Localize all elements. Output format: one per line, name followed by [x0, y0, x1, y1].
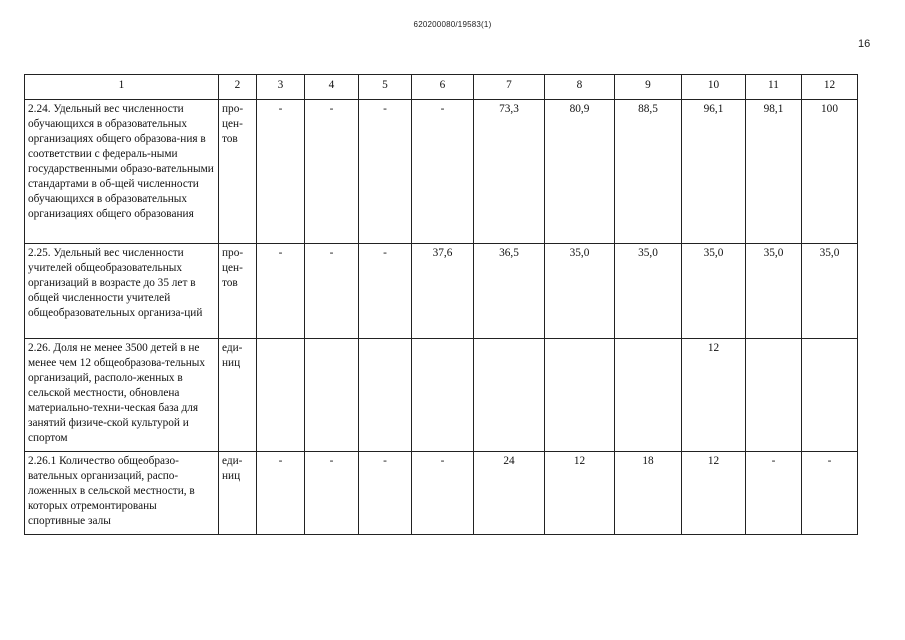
value-cell: 35,0 [615, 244, 682, 339]
unit-cell: еди-ниц [219, 339, 257, 452]
indicator-description: 2.25. Удельный вес численности учителей общеобразовательных организаций в возрасте до 35 лет в общей численности учителей общеобразовательных организа-ций [25, 244, 219, 339]
column-header: 9 [615, 75, 682, 100]
value-cell: 80,9 [545, 100, 615, 244]
value-cell: 35,0 [545, 244, 615, 339]
indicator-description: 2.24. Удельный вес численности обучающихся в образовательных организациях общего образова-ния в соответствии с федераль-ными государственными образо-вательными стандартами в об-щей численности обучающихся в образовательных организациях общего образования [25, 100, 219, 244]
value-cell: - [412, 100, 474, 244]
column-header: 5 [359, 75, 412, 100]
table-row [25, 339, 858, 452]
value-cell: - [412, 452, 474, 535]
value-cell: 37,6 [412, 244, 474, 339]
column-header: 10 [682, 75, 746, 100]
indicator-description: 2.26. Доля не менее 3500 детей в не менее чем 12 общеобразова-тельных организаций, располо-женных в сельской местности, обновлена материально-техни-ческая база для занятий физиче-ской культурой и спортом [25, 339, 219, 452]
table-row [25, 452, 858, 535]
column-header: 2 [219, 75, 257, 100]
table-row [25, 100, 858, 244]
value-cell [257, 339, 305, 452]
column-header: 6 [412, 75, 474, 100]
column-header: 12 [802, 75, 858, 100]
value-cell: - [305, 452, 359, 535]
data-table [24, 74, 858, 535]
value-cell: - [359, 244, 412, 339]
value-cell: 18 [615, 452, 682, 535]
column-header: 1 [25, 75, 219, 100]
value-cell: 73,3 [474, 100, 545, 244]
value-cell: 36,5 [474, 244, 545, 339]
indicator-description: 2.26.1 Количество общеобразо-вательных организаций, распо-ложенных в сельской местности, в которых отремонтированы спортивные залы [25, 452, 219, 535]
column-header: 3 [257, 75, 305, 100]
value-cell [359, 339, 412, 452]
value-cell: - [746, 452, 802, 535]
value-cell: - [305, 244, 359, 339]
value-cell [746, 339, 802, 452]
column-header: 7 [474, 75, 545, 100]
value-cell [305, 339, 359, 452]
value-cell: - [257, 244, 305, 339]
value-cell [412, 339, 474, 452]
page-number: 16 [858, 38, 871, 50]
unit-cell: про-цен-тов [219, 100, 257, 244]
value-cell: 35,0 [682, 244, 746, 339]
value-cell [545, 339, 615, 452]
value-cell [802, 339, 858, 452]
value-cell: 100 [802, 100, 858, 244]
value-cell: - [802, 452, 858, 535]
value-cell [615, 339, 682, 452]
value-cell: 98,1 [746, 100, 802, 244]
value-cell: 35,0 [802, 244, 858, 339]
value-cell: 88,5 [615, 100, 682, 244]
value-cell [474, 339, 545, 452]
unit-cell: еди-ниц [219, 452, 257, 535]
table-row [25, 244, 858, 339]
value-cell: 35,0 [746, 244, 802, 339]
value-cell: 24 [474, 452, 545, 535]
value-cell: - [305, 100, 359, 244]
column-header: 4 [305, 75, 359, 100]
document-id: 620200080/19583(1) [413, 20, 492, 29]
column-header: 8 [545, 75, 615, 100]
header-row [25, 75, 858, 100]
value-cell: - [359, 452, 412, 535]
value-cell: - [257, 452, 305, 535]
value-cell: 12 [545, 452, 615, 535]
unit-cell: про-цен-тов [219, 244, 257, 339]
column-header: 11 [746, 75, 802, 100]
value-cell: - [257, 100, 305, 244]
value-cell: 96,1 [682, 100, 746, 244]
value-cell: 12 [682, 339, 746, 452]
value-cell: - [359, 100, 412, 244]
value-cell: 12 [682, 452, 746, 535]
